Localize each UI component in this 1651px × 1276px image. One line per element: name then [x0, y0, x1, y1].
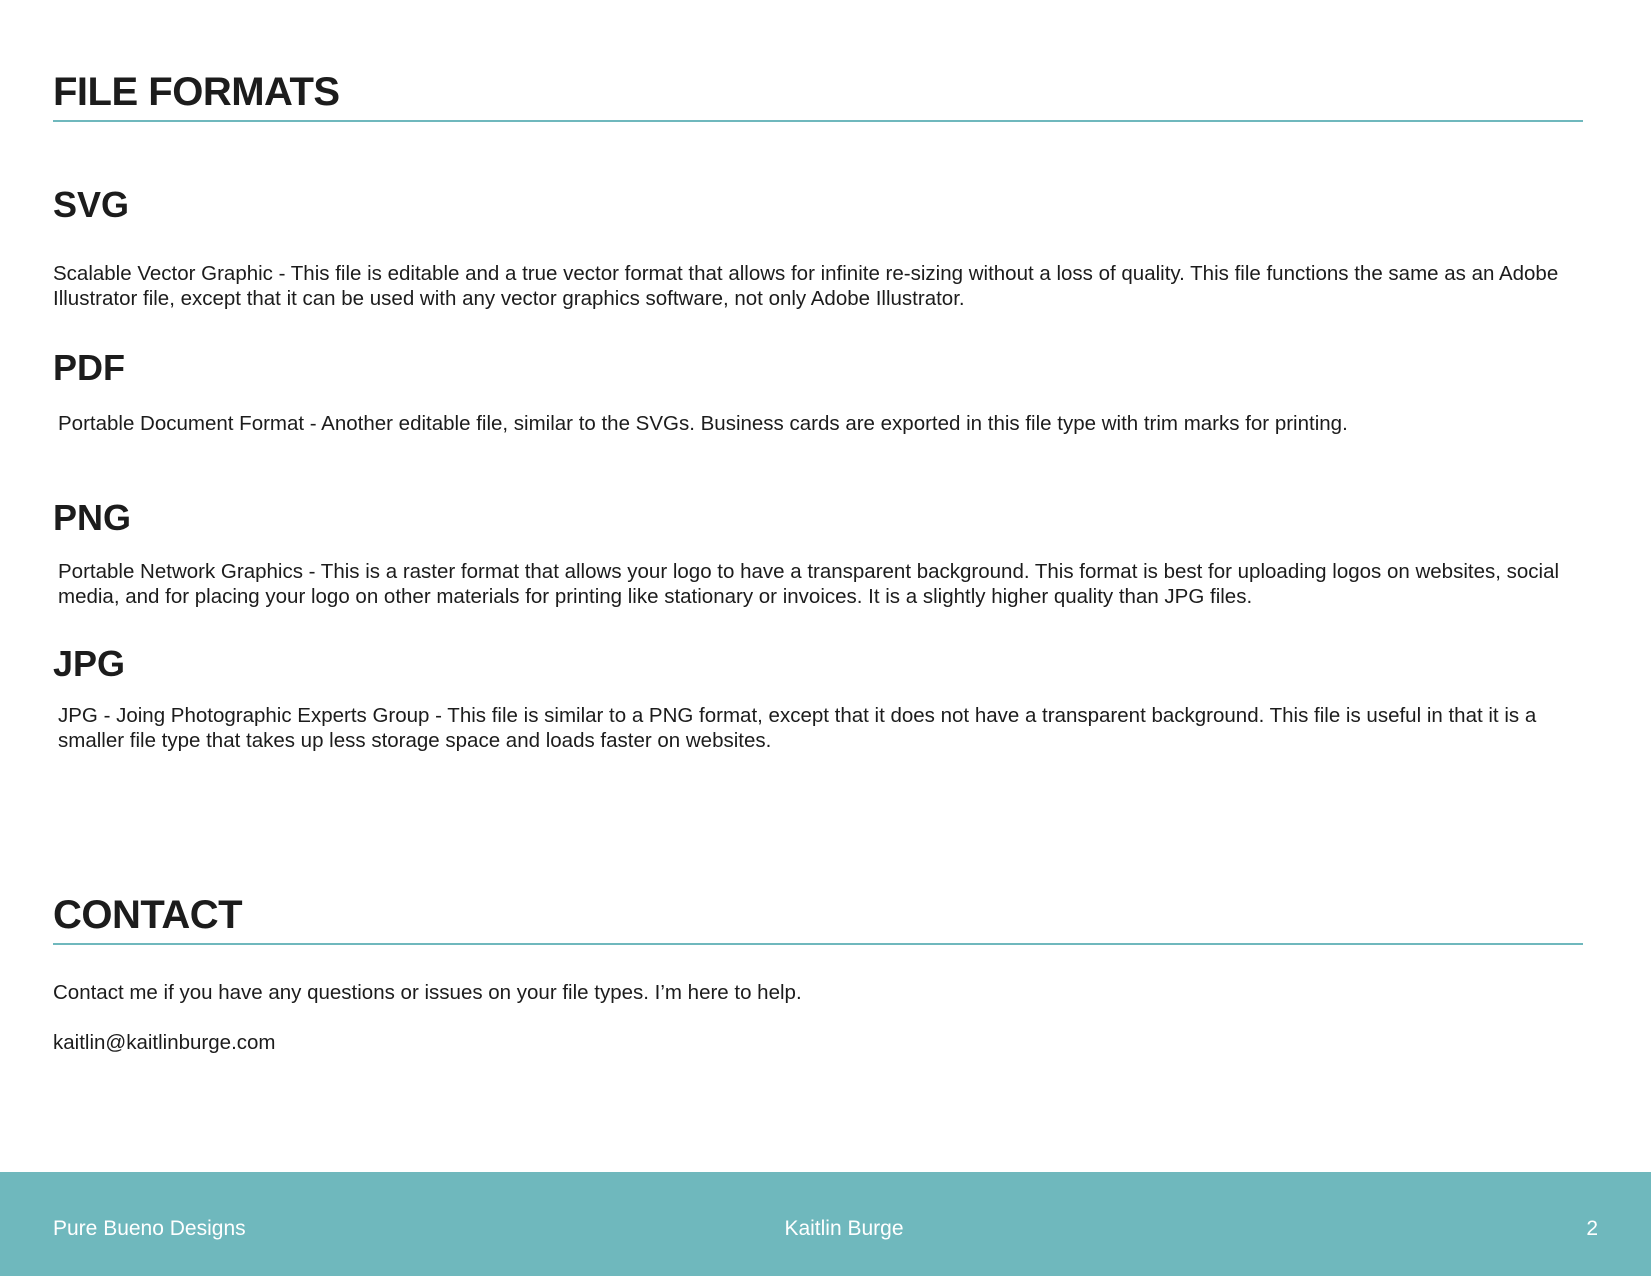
contact-title: CONTACT	[53, 893, 243, 937]
png-description: Portable Network Graphics - This is a raster format that allows your logo to have a transparent background. This format is best for uploading logos on websites, social media, and for placing your logo on other materials for printing like stationary or invoices. It is a slightly higher quality than JPG files.	[58, 560, 1560, 608]
svg-description: Scalable Vector Graphic - This file is editable and a true vector format that allows for infinite re-sizing without a loss of quality. This file functions the same as an Adobe Illustrator file, except that it can be used with any vector graphics software, not only Adobe Illustrator.	[53, 262, 1559, 310]
footer-author: Kaitlin Burge	[784, 1217, 904, 1240]
file-formats-title: FILE FORMATS	[53, 70, 340, 114]
pdf-description: Portable Document Format - Another editable file, similar to the SVGs. Business cards are exported in this file type with trim marks for printing.	[58, 412, 1348, 435]
footer-bar	[0, 1172, 1651, 1276]
pdf-heading: PDF	[53, 347, 125, 388]
contact-email[interactable]: kaitlin@kaitlinburge.com	[53, 1031, 276, 1054]
contact-message: Contact me if you have any questions or issues on your file types. I’m here to help.	[53, 981, 802, 1004]
file-formats-divider	[53, 120, 1583, 122]
footer-page-number: 2	[1586, 1217, 1598, 1240]
svg-heading: SVG	[53, 184, 130, 225]
png-heading: PNG	[53, 497, 132, 538]
footer-company: Pure Bueno Designs	[53, 1217, 246, 1240]
jpg-description: JPG - Joing Photographic Experts Group - This file is similar to a PNG format, except that it does not have a transparent background. This file is useful in that it is a smaller file type that takes up less storage space and loads faster on websites.	[58, 704, 1537, 752]
contact-divider	[53, 943, 1583, 945]
jpg-heading: JPG	[53, 643, 126, 684]
